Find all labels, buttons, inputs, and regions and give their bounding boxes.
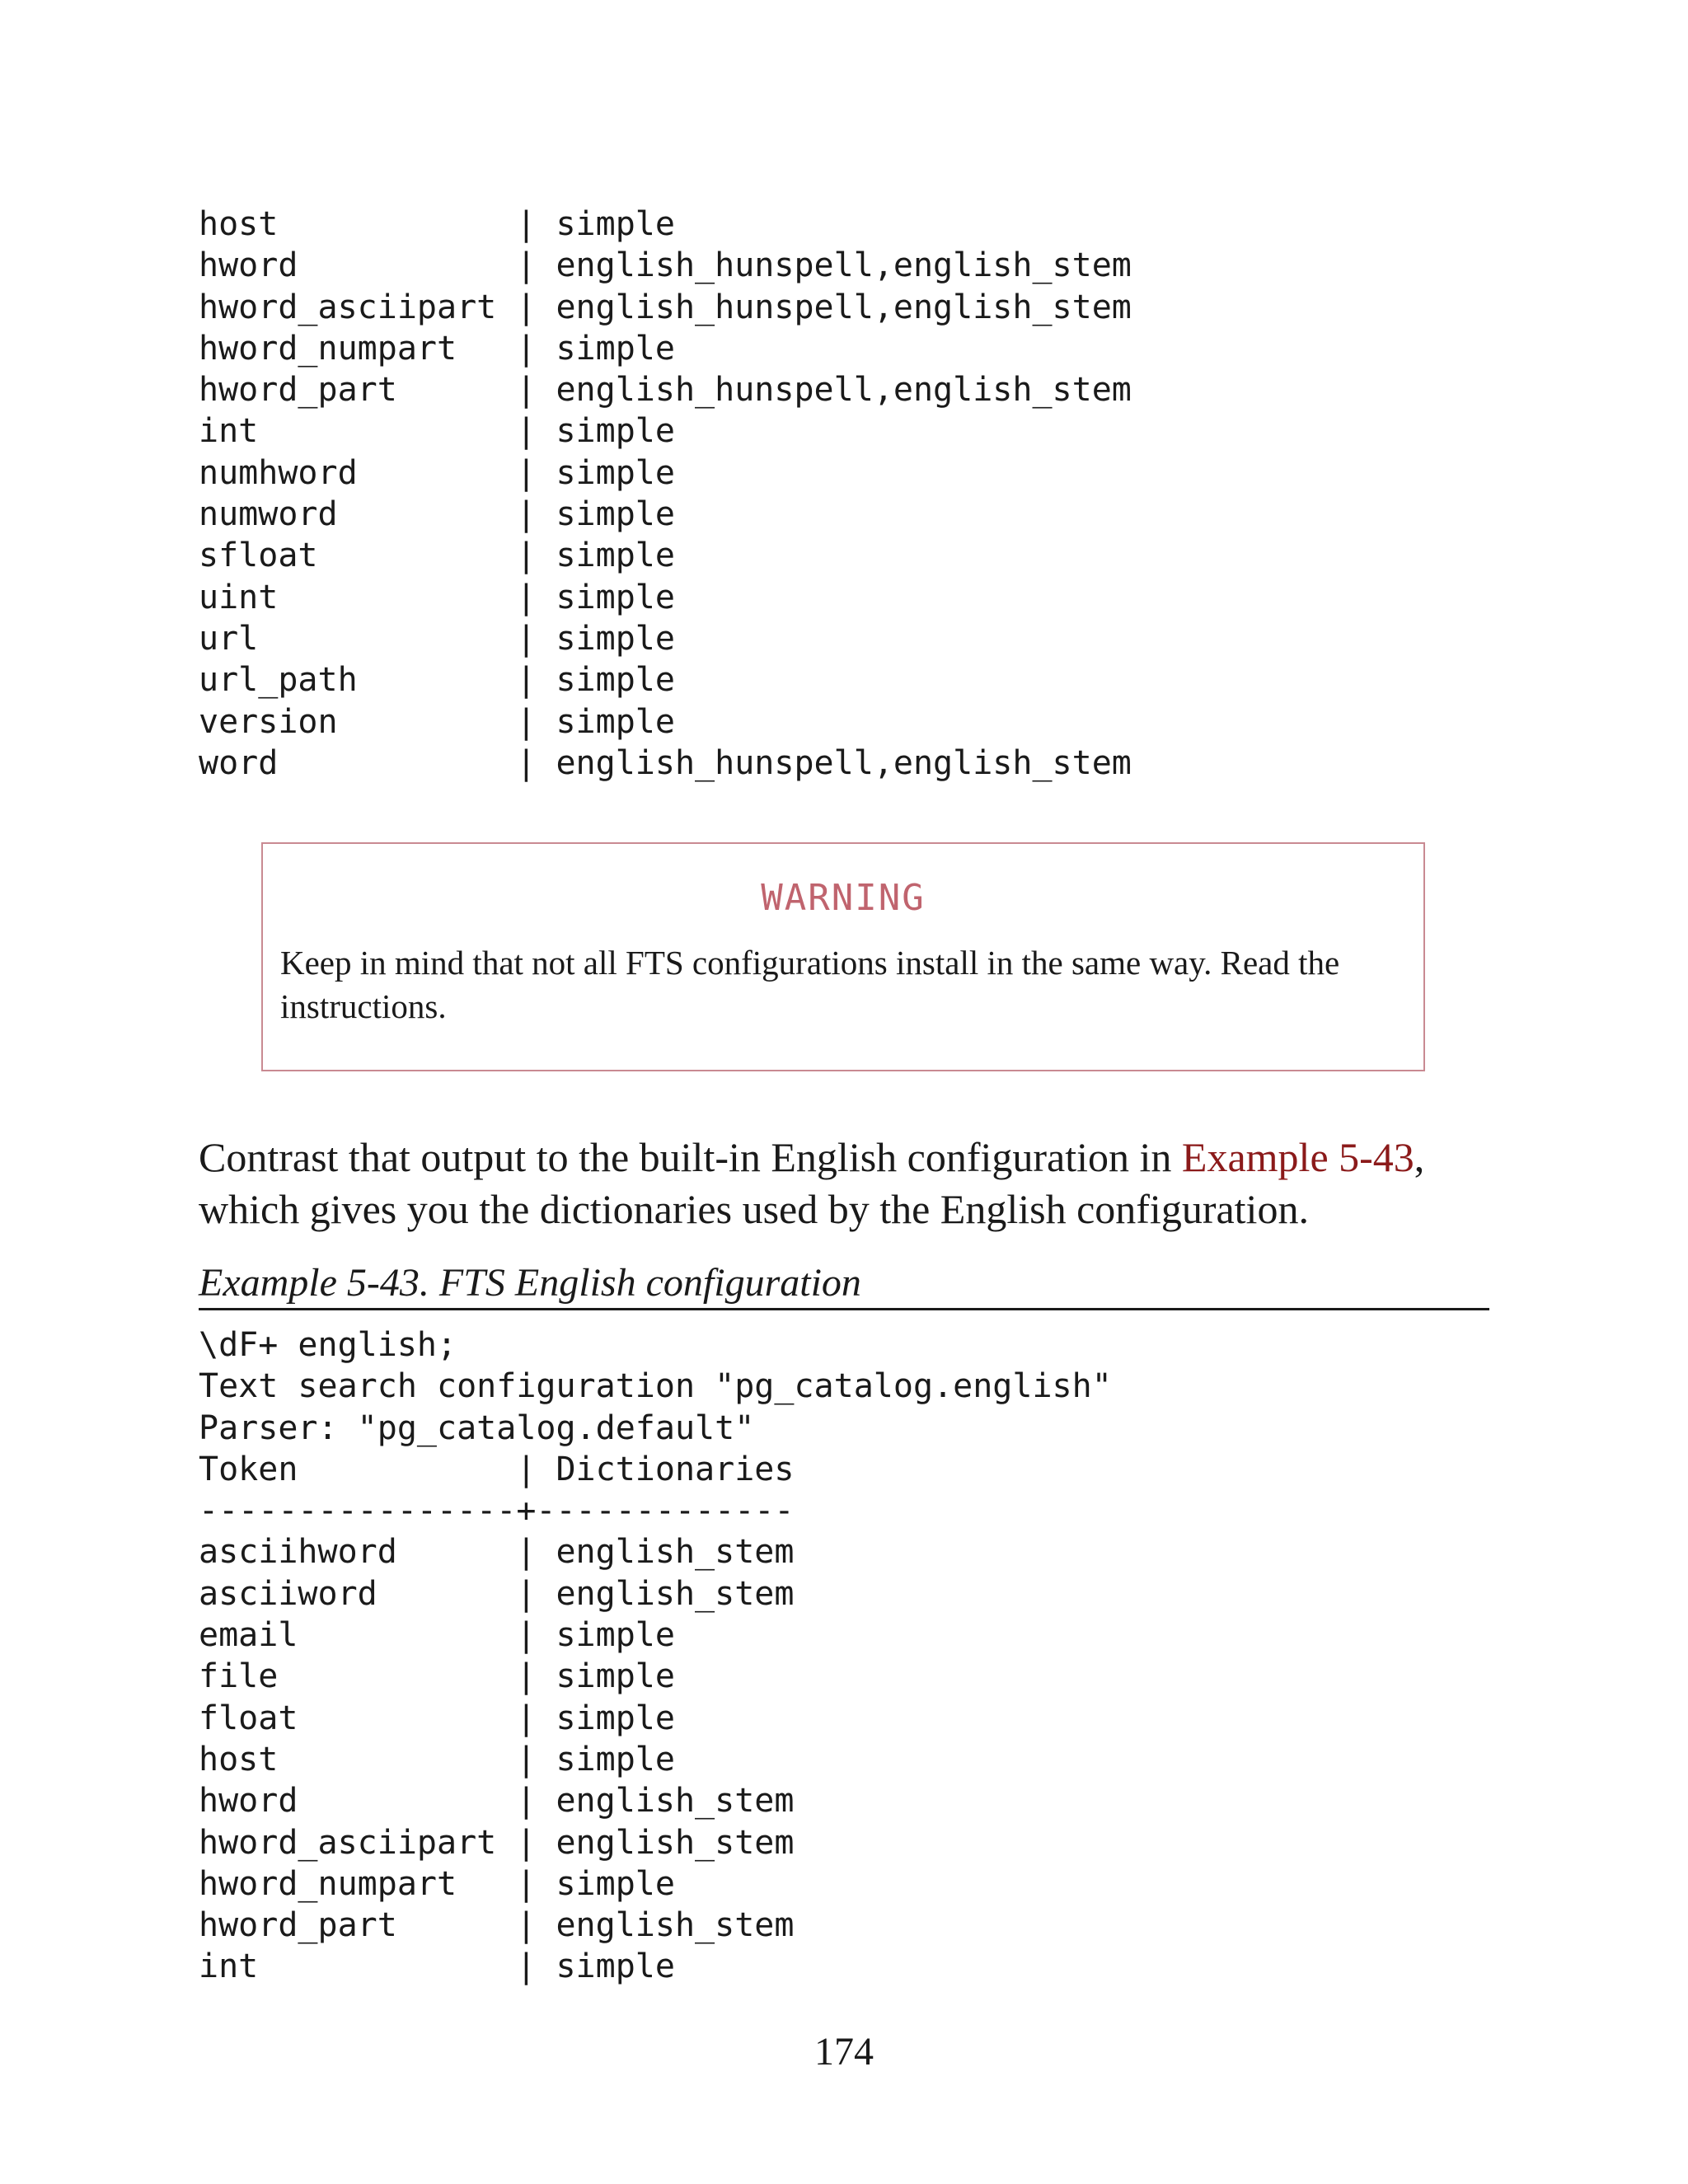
body-paragraph	[199, 1132, 1484, 1235]
paragraph-text-end: , which gives you the dictionaries used by the English configuration.	[199, 1134, 1425, 1232]
warning-title: WARNING	[761, 877, 926, 919]
code-line: numword | simple	[199, 495, 675, 534]
warning-callout	[261, 842, 1425, 1071]
code-line: \dF+ english;	[199, 1326, 457, 1364]
code-line: hword_part | english_stem	[199, 1906, 795, 1945]
warning-text: Keep in mind that not all FTS configurations install in the same way. Read the instructions.	[280, 944, 1340, 1025]
code-line: ----------------+-------------	[199, 1492, 795, 1530]
code-line: Token | Dictionaries	[199, 1450, 795, 1488]
code-line: sfloat | simple	[199, 537, 675, 575]
code-line: hword_numpart | simple	[199, 329, 675, 368]
code-line: hword_asciipart | english_stem	[199, 1823, 795, 1862]
example-cross-reference-link[interactable]: Example 5-43	[1181, 1134, 1414, 1180]
code-line: numhword | simple	[199, 453, 675, 492]
code-line: host | simple	[199, 205, 675, 243]
example-caption: Example 5-43. FTS English configuration	[199, 1258, 1489, 1310]
code-line: host | simple	[199, 1740, 675, 1779]
code-line: asciiword | english_stem	[199, 1574, 795, 1613]
code-line: hword_part | english_hunspell,english_stem	[199, 371, 1132, 410]
code-line: hword | english_hunspell,english_stem	[199, 246, 1132, 285]
code-line: Text search configuration "pg_catalog.english"	[199, 1367, 1112, 1406]
code-line: uint | simple	[199, 578, 675, 616]
code-line: Parser: "pg_catalog.default"	[199, 1408, 755, 1447]
code-line: file | simple	[199, 1657, 675, 1696]
code-line: hword_numpart | simple	[199, 1864, 675, 1903]
code-line: version | simple	[199, 702, 675, 741]
code-listing-continued	[199, 204, 1132, 784]
code-line: hword | english_stem	[199, 1782, 795, 1821]
code-line: float | simple	[199, 1699, 675, 1737]
paragraph-text-start: Contrast that output to the built-in English configuration in	[199, 1134, 1182, 1180]
code-line: email | simple	[199, 1616, 675, 1655]
code-line: url_path | simple	[199, 661, 675, 700]
code-listing-example	[199, 1324, 1112, 1988]
code-line: hword_asciipart | english_hunspell,english_stem	[199, 288, 1132, 326]
code-line: asciihword | english_stem	[199, 1533, 795, 1572]
code-line: int | simple	[199, 1947, 675, 1986]
page-number: 174	[814, 2030, 874, 2074]
code-line: int | simple	[199, 412, 675, 451]
code-line: word | english_hunspell,english_stem	[199, 743, 1132, 782]
code-line: url | simple	[199, 619, 675, 658]
